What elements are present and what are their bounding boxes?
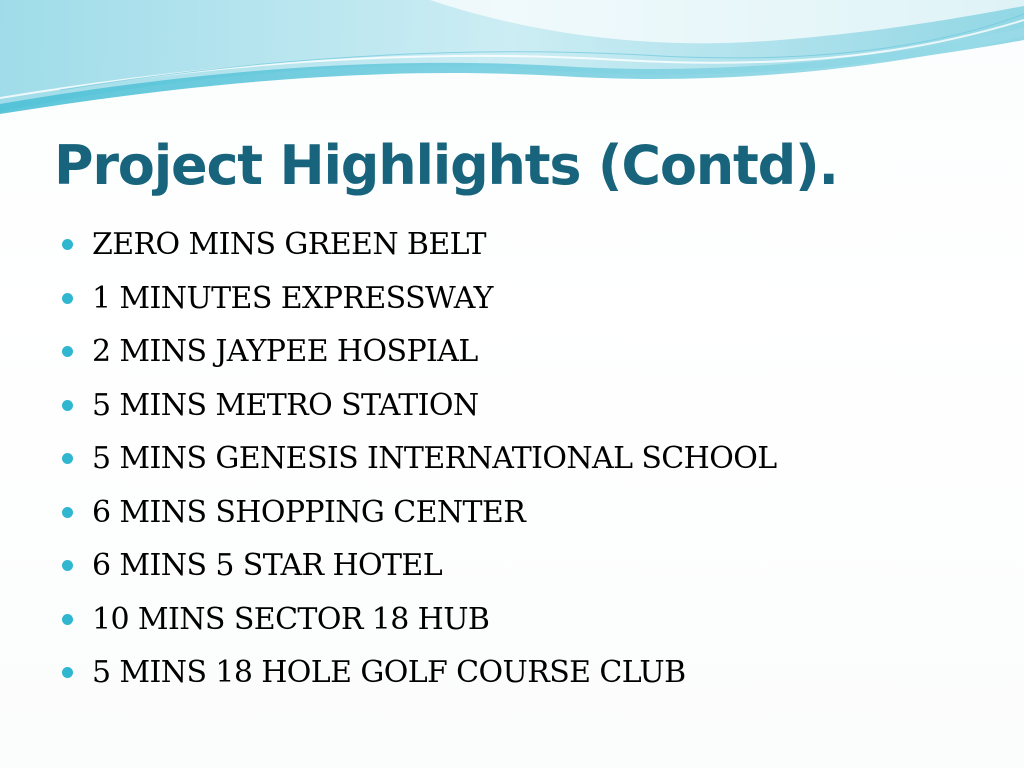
bullet-dot-icon (62, 667, 73, 678)
bullet-dot-icon (62, 293, 73, 304)
list-item-text: 6 MINS 5 STAR HOTEL (92, 548, 443, 583)
list-item (62, 539, 777, 593)
bullet-dot-icon (62, 560, 73, 571)
slide-title: Project Highlights (Contd). (54, 134, 838, 197)
list-item (62, 486, 777, 540)
list-item (62, 646, 777, 700)
list-item-text: 1 MINUTES EXPRESSWAY (92, 280, 493, 316)
list-item (62, 325, 777, 379)
list-item (62, 432, 777, 486)
bullet-dot-icon (62, 346, 73, 357)
list-item-text: 5 MINS GENESIS INTERNATIONAL SCHOOL (92, 441, 777, 476)
bullet-list (62, 218, 777, 700)
bullet-dot-icon (62, 507, 73, 518)
list-item (62, 379, 777, 433)
list-item-text: 5 MINS METRO STATION (92, 387, 479, 423)
list-item (62, 272, 777, 326)
list-item-text: 2 MINS JAYPEE HOSPIAL (92, 334, 478, 369)
bullet-dot-icon (62, 614, 73, 625)
header-wave-decoration (0, 0, 1024, 130)
list-item-text: ZERO MINS GREEN BELT (92, 227, 486, 262)
list-item-text: 10 MINS SECTOR 18 HUB (92, 601, 490, 637)
bullet-dot-icon (62, 400, 73, 411)
bullet-dot-icon (62, 239, 73, 250)
list-item (62, 218, 777, 272)
list-item (62, 593, 777, 647)
list-item-text: 5 MINS 18 HOLE GOLF COURSE CLUB (92, 655, 686, 690)
bullet-dot-icon (62, 453, 73, 464)
list-item-text: 6 MINS SHOPPING CENTER (92, 494, 526, 530)
